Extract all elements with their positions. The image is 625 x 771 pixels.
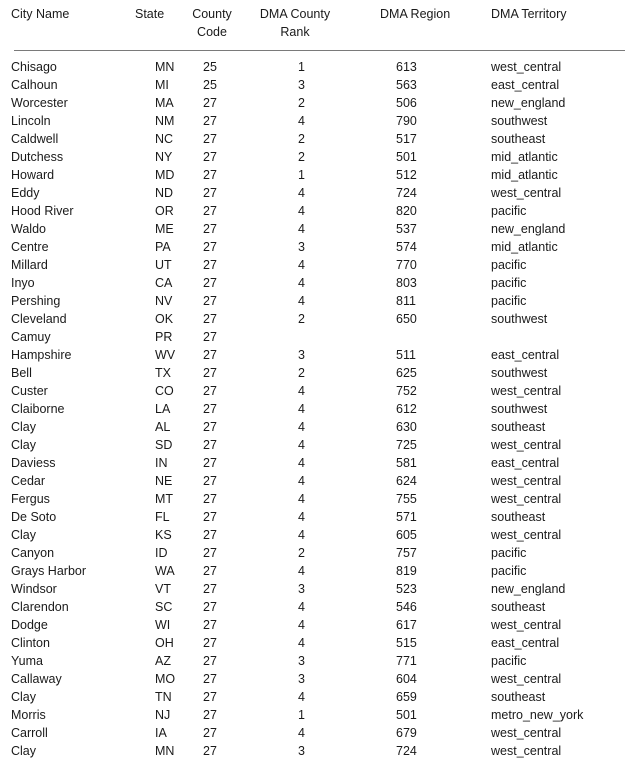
cell-city-name: Cedar xyxy=(11,474,46,488)
cell-dma-territory: southeast xyxy=(491,132,546,146)
cell-county-code: 27 xyxy=(203,708,217,722)
cell-county-code: 27 xyxy=(203,96,217,110)
cell-city-name: Calhoun xyxy=(11,78,58,92)
header-line: City Name xyxy=(11,7,70,21)
table-row[interactable] xyxy=(0,670,625,688)
cell-dma-region: 501 xyxy=(396,708,417,722)
cell-county-code: 27 xyxy=(203,510,217,524)
cell-dma-county-rank: 4 xyxy=(298,690,305,704)
cell-dma-territory: west_central xyxy=(491,492,562,506)
cell-dma-territory: west_central xyxy=(491,744,562,758)
cell-state: AL xyxy=(155,420,171,434)
cell-dma-region: 501 xyxy=(396,150,417,164)
cell-dma-territory: southwest xyxy=(491,366,548,380)
cell-dma-territory: pacific xyxy=(491,546,527,560)
cell-dma-county-rank: 4 xyxy=(298,402,305,416)
table-row[interactable] xyxy=(0,148,625,166)
cell-county-code: 27 xyxy=(203,726,217,740)
table-row[interactable] xyxy=(0,580,625,598)
cell-dma-region: 604 xyxy=(396,672,417,686)
table-row[interactable] xyxy=(0,526,625,544)
cell-city-name: Howard xyxy=(11,168,55,182)
cell-city-name: Camuy xyxy=(11,330,51,344)
cell-dma-territory: southeast xyxy=(491,510,546,524)
cell-dma-region: 770 xyxy=(396,258,417,272)
cell-county-code: 27 xyxy=(203,240,217,254)
table-row[interactable] xyxy=(0,346,625,364)
cell-state: CO xyxy=(155,384,174,398)
cell-dma-territory: mid_atlantic xyxy=(491,240,558,254)
cell-city-name: Yuma xyxy=(11,654,43,668)
table-row[interactable] xyxy=(0,76,625,94)
cell-dma-region: 820 xyxy=(396,204,417,218)
column-header-dma-territory[interactable] xyxy=(491,5,566,23)
cell-state: WA xyxy=(155,564,175,578)
cell-dma-county-rank: 3 xyxy=(298,744,305,758)
cell-state: TN xyxy=(155,690,172,704)
header-line: State xyxy=(135,7,165,21)
cell-city-name: Callaway xyxy=(11,672,62,686)
cell-dma-county-rank: 2 xyxy=(298,546,305,560)
cell-dma-region: 625 xyxy=(396,366,417,380)
cell-dma-region: 811 xyxy=(396,294,416,308)
cell-dma-territory: mid_atlantic xyxy=(491,168,558,182)
cell-dma-territory: new_england xyxy=(491,582,566,596)
cell-county-code: 27 xyxy=(203,384,217,398)
cell-dma-region: 624 xyxy=(396,474,417,488)
cell-dma-territory: west_central xyxy=(491,672,562,686)
cell-county-code: 27 xyxy=(203,744,217,758)
cell-dma-county-rank: 4 xyxy=(298,618,305,632)
cell-state: NJ xyxy=(155,708,171,722)
table-row[interactable] xyxy=(0,706,625,724)
cell-dma-territory: pacific xyxy=(491,276,527,290)
cell-city-name: Morris xyxy=(11,708,46,722)
cell-county-code: 27 xyxy=(203,456,217,470)
table-row[interactable] xyxy=(0,94,625,112)
cell-dma-region: 650 xyxy=(396,312,417,326)
cell-dma-county-rank: 4 xyxy=(298,186,305,200)
cell-dma-region: 771 xyxy=(396,654,417,668)
table-row[interactable] xyxy=(0,310,625,328)
cell-dma-county-rank: 4 xyxy=(298,222,305,236)
cell-county-code: 27 xyxy=(203,654,217,668)
cell-dma-territory: west_central xyxy=(491,528,562,542)
cell-state: SD xyxy=(155,438,173,452)
cell-dma-county-rank: 4 xyxy=(298,204,305,218)
cell-dma-region: 571 xyxy=(396,510,417,524)
cell-city-name: Daviess xyxy=(11,456,56,470)
cell-dma-territory: east_central xyxy=(491,456,560,470)
cell-dma-region: 752 xyxy=(396,384,417,398)
cell-dma-county-rank: 4 xyxy=(298,456,305,470)
cell-state: CA xyxy=(155,276,173,290)
cell-county-code: 27 xyxy=(203,672,217,686)
cell-county-code: 27 xyxy=(203,582,217,596)
cell-state: OK xyxy=(155,312,174,326)
cell-dma-region: 581 xyxy=(396,456,417,470)
cell-dma-territory: southeast xyxy=(491,690,546,704)
cell-county-code: 27 xyxy=(203,438,217,452)
column-header-county-code[interactable] xyxy=(192,5,232,41)
cell-state: AZ xyxy=(155,654,171,668)
cell-dma-region: 517 xyxy=(396,132,417,146)
cell-state: NV xyxy=(155,294,173,308)
cell-dma-county-rank: 4 xyxy=(298,294,305,308)
cell-state: SC xyxy=(155,600,173,614)
cell-dma-county-rank: 1 xyxy=(298,60,305,74)
cell-dma-region: 757 xyxy=(396,546,417,560)
cell-state: OR xyxy=(155,204,174,218)
table-row[interactable] xyxy=(0,436,625,454)
cell-dma-county-rank: 3 xyxy=(298,240,305,254)
cell-dma-territory: east_central xyxy=(491,348,560,362)
cell-county-code: 27 xyxy=(203,330,217,344)
cell-county-code: 27 xyxy=(203,492,217,506)
table-row[interactable] xyxy=(0,220,625,238)
cell-city-name: Clay xyxy=(11,438,37,452)
cell-dma-region: 725 xyxy=(396,438,417,452)
cell-dma-region: 659 xyxy=(396,690,417,704)
column-header-dma-county-rank[interactable] xyxy=(258,5,332,41)
table-row[interactable] xyxy=(0,256,625,274)
cell-county-code: 27 xyxy=(203,222,217,236)
cell-city-name: Eddy xyxy=(11,186,40,200)
table-row[interactable] xyxy=(0,418,625,436)
cell-county-code: 27 xyxy=(203,348,217,362)
cell-county-code: 27 xyxy=(203,204,217,218)
cell-dma-territory: west_central xyxy=(491,474,562,488)
cell-dma-territory: west_central xyxy=(491,60,562,74)
cell-state: FL xyxy=(155,510,170,524)
cell-county-code: 27 xyxy=(203,132,217,146)
cell-city-name: Clay xyxy=(11,420,37,434)
header-line: Rank xyxy=(280,25,310,39)
cell-county-code: 27 xyxy=(203,528,217,542)
cell-dma-county-rank: 4 xyxy=(298,600,305,614)
cell-dma-territory: mid_atlantic xyxy=(491,150,558,164)
cell-state: MI xyxy=(155,78,169,92)
cell-dma-territory: pacific xyxy=(491,258,527,272)
table-row[interactable] xyxy=(0,598,625,616)
cell-county-code: 27 xyxy=(203,114,217,128)
cell-state: NE xyxy=(155,474,173,488)
table-row[interactable] xyxy=(0,454,625,472)
table-row[interactable] xyxy=(0,742,625,760)
cell-dma-territory: southwest xyxy=(491,114,548,128)
cell-city-name: Worcester xyxy=(11,96,68,110)
cell-dma-region: 803 xyxy=(396,276,417,290)
table-body xyxy=(0,58,625,760)
cell-dma-county-rank: 4 xyxy=(298,114,305,128)
cell-dma-county-rank: 4 xyxy=(298,420,305,434)
table-row[interactable] xyxy=(0,274,625,292)
cell-dma-region: 724 xyxy=(396,744,417,758)
table-row[interactable] xyxy=(0,184,625,202)
cell-city-name: Dodge xyxy=(11,618,48,632)
cell-state: NC xyxy=(155,132,174,146)
cell-dma-county-rank: 4 xyxy=(298,438,305,452)
cell-state: MT xyxy=(155,492,174,506)
table-row[interactable] xyxy=(0,400,625,418)
cell-state: ID xyxy=(155,546,168,560)
header-line: DMA Territory xyxy=(491,7,567,21)
cell-dma-region: 617 xyxy=(396,618,417,632)
cell-state: MN xyxy=(155,744,175,758)
cell-county-code: 27 xyxy=(203,600,217,614)
cell-dma-county-rank: 4 xyxy=(298,384,305,398)
cell-city-name: Lincoln xyxy=(11,114,51,128)
header-line: DMA Region xyxy=(380,7,451,21)
cell-dma-region: 755 xyxy=(396,492,417,506)
table-row[interactable] xyxy=(0,724,625,742)
header-line: Code xyxy=(197,25,227,39)
cell-dma-county-rank: 3 xyxy=(298,348,305,362)
cell-state: MN xyxy=(155,60,175,74)
cell-city-name: Clay xyxy=(11,690,37,704)
cell-state: IA xyxy=(155,726,167,740)
cell-city-name: Clinton xyxy=(11,636,50,650)
cell-county-code: 27 xyxy=(203,402,217,416)
cell-county-code: 27 xyxy=(203,186,217,200)
table-header xyxy=(0,0,625,52)
column-header-dma-region[interactable] xyxy=(380,5,450,23)
cell-dma-county-rank: 1 xyxy=(298,708,305,722)
cell-dma-region: 605 xyxy=(396,528,417,542)
cell-city-name: Bell xyxy=(11,366,32,380)
cell-dma-county-rank: 4 xyxy=(298,564,305,578)
cell-dma-territory: southeast xyxy=(491,420,546,434)
cell-state: IN xyxy=(155,456,168,470)
cell-county-code: 27 xyxy=(203,168,217,182)
cell-dma-territory: pacific xyxy=(491,564,527,578)
cell-dma-territory: pacific xyxy=(491,294,527,308)
cell-county-code: 27 xyxy=(203,564,217,578)
cell-city-name: Dutchess xyxy=(11,150,64,164)
cell-county-code: 27 xyxy=(203,276,217,290)
table-row[interactable] xyxy=(0,58,625,76)
cell-dma-region: 515 xyxy=(396,636,417,650)
cell-dma-region: 724 xyxy=(396,186,417,200)
cell-dma-county-rank: 2 xyxy=(298,312,305,326)
cell-state: MO xyxy=(155,672,176,686)
cell-city-name: Inyo xyxy=(11,276,35,290)
cell-dma-region: 511 xyxy=(396,348,416,362)
cell-county-code: 27 xyxy=(203,150,217,164)
cell-dma-county-rank: 4 xyxy=(298,276,305,290)
cell-dma-region: 819 xyxy=(396,564,417,578)
cell-dma-region: 612 xyxy=(396,402,417,416)
cell-city-name: Centre xyxy=(11,240,49,254)
cell-dma-territory: west_central xyxy=(491,726,562,740)
cell-dma-county-rank: 4 xyxy=(298,636,305,650)
cell-dma-territory: pacific xyxy=(491,654,527,668)
cell-dma-county-rank: 3 xyxy=(298,582,305,596)
cell-state: WI xyxy=(155,618,171,632)
table-row[interactable] xyxy=(0,238,625,256)
cell-dma-region: 523 xyxy=(396,582,417,596)
cell-city-name: Canyon xyxy=(11,546,55,560)
cell-county-code: 27 xyxy=(203,258,217,272)
cell-county-code: 27 xyxy=(203,546,217,560)
table-row[interactable] xyxy=(0,472,625,490)
cell-dma-territory: metro_new_york xyxy=(491,708,584,722)
cell-county-code: 27 xyxy=(203,312,217,326)
cell-state: WV xyxy=(155,348,176,362)
table-row[interactable] xyxy=(0,490,625,508)
cell-city-name: Clarendon xyxy=(11,600,69,614)
cell-state: TX xyxy=(155,366,171,380)
cell-dma-territory: southwest xyxy=(491,402,548,416)
cell-state: VT xyxy=(155,582,171,596)
table-row[interactable] xyxy=(0,616,625,634)
cell-state: KS xyxy=(155,528,172,542)
cell-dma-region: 506 xyxy=(396,96,417,110)
cell-city-name: Windsor xyxy=(11,582,57,596)
cell-dma-county-rank: 2 xyxy=(298,96,305,110)
table-row[interactable] xyxy=(0,202,625,220)
cell-county-code: 27 xyxy=(203,474,217,488)
cell-county-code: 27 xyxy=(203,636,217,650)
cell-dma-region: 512 xyxy=(396,168,417,182)
cell-dma-county-rank: 4 xyxy=(298,726,305,740)
cell-dma-county-rank: 4 xyxy=(298,474,305,488)
table-row[interactable] xyxy=(0,562,625,580)
cell-state: ND xyxy=(155,186,174,200)
cell-county-code: 25 xyxy=(203,60,217,74)
cell-state: OH xyxy=(155,636,174,650)
cell-dma-territory: west_central xyxy=(491,186,562,200)
table-row[interactable] xyxy=(0,130,625,148)
cell-dma-county-rank: 4 xyxy=(298,510,305,524)
cell-dma-region: 630 xyxy=(396,420,417,434)
cell-state: NM xyxy=(155,114,175,128)
cell-city-name: Fergus xyxy=(11,492,50,506)
cell-city-name: Clay xyxy=(11,744,37,758)
table-row[interactable] xyxy=(0,166,625,184)
column-header-city-name[interactable] xyxy=(11,5,69,23)
table-row[interactable] xyxy=(0,634,625,652)
cell-dma-territory: west_central xyxy=(491,438,562,452)
cell-state: NY xyxy=(155,150,173,164)
table-row[interactable] xyxy=(0,328,625,346)
cell-dma-county-rank: 4 xyxy=(298,258,305,272)
table-row[interactable] xyxy=(0,544,625,562)
cell-state: MD xyxy=(155,168,175,182)
cell-county-code: 25 xyxy=(203,78,217,92)
header-line: County xyxy=(192,7,232,21)
cell-city-name: Chisago xyxy=(11,60,57,74)
cell-dma-region: 679 xyxy=(396,726,417,740)
cell-dma-territory: pacific xyxy=(491,204,527,218)
cell-dma-territory: new_england xyxy=(491,222,566,236)
column-header-state[interactable] xyxy=(135,5,164,23)
cell-city-name: De Soto xyxy=(11,510,57,524)
cell-dma-county-rank: 2 xyxy=(298,132,305,146)
cell-dma-county-rank: 3 xyxy=(298,654,305,668)
table-row[interactable] xyxy=(0,292,625,310)
cell-state: PR xyxy=(155,330,173,344)
cell-city-name: Clay xyxy=(11,528,37,542)
table-row[interactable] xyxy=(0,688,625,706)
cell-state: ME xyxy=(155,222,174,236)
cell-state: PA xyxy=(155,240,171,254)
cell-dma-county-rank: 1 xyxy=(298,168,305,182)
table-row[interactable] xyxy=(0,508,625,526)
cell-dma-region: 574 xyxy=(396,240,417,254)
cell-dma-county-rank: 3 xyxy=(298,78,305,92)
table-row[interactable] xyxy=(0,364,625,382)
cell-city-name: Custer xyxy=(11,384,48,398)
cell-dma-county-rank: 2 xyxy=(298,150,305,164)
cell-dma-county-rank: 4 xyxy=(298,492,305,506)
table-row[interactable] xyxy=(0,652,625,670)
cell-city-name: Caldwell xyxy=(11,132,59,146)
cell-city-name: Waldo xyxy=(11,222,46,236)
cell-dma-county-rank: 4 xyxy=(298,528,305,542)
cell-city-name: Pershing xyxy=(11,294,61,308)
cell-county-code: 27 xyxy=(203,366,217,380)
cell-city-name: Hood River xyxy=(11,204,74,218)
cell-dma-county-rank: 3 xyxy=(298,672,305,686)
cell-dma-territory: east_central xyxy=(491,78,560,92)
table-row[interactable] xyxy=(0,382,625,400)
cell-city-name: Grays Harbor xyxy=(11,564,87,578)
cell-dma-region: 563 xyxy=(396,78,417,92)
cell-state: MA xyxy=(155,96,174,110)
cell-state: UT xyxy=(155,258,172,272)
cell-state: LA xyxy=(155,402,171,416)
header-divider xyxy=(14,50,625,51)
cell-dma-region: 790 xyxy=(396,114,417,128)
table-row[interactable] xyxy=(0,112,625,130)
cell-city-name: Hampshire xyxy=(11,348,72,362)
cell-county-code: 27 xyxy=(203,294,217,308)
cell-dma-territory: new_england xyxy=(491,96,566,110)
cell-county-code: 27 xyxy=(203,618,217,632)
cell-dma-territory: southwest xyxy=(491,312,548,326)
cell-dma-region: 613 xyxy=(396,60,417,74)
cell-city-name: Carroll xyxy=(11,726,48,740)
cell-city-name: Millard xyxy=(11,258,48,272)
cell-county-code: 27 xyxy=(203,420,217,434)
cell-dma-region: 546 xyxy=(396,600,417,614)
cell-dma-county-rank: 2 xyxy=(298,366,305,380)
cell-city-name: Cleveland xyxy=(11,312,67,326)
cell-dma-territory: west_central xyxy=(491,384,562,398)
cell-dma-territory: east_central xyxy=(491,636,560,650)
cell-county-code: 27 xyxy=(203,690,217,704)
cell-dma-territory: west_central xyxy=(491,618,562,632)
header-line: DMA County xyxy=(259,7,331,21)
cell-dma-territory: southeast xyxy=(491,600,546,614)
cell-dma-region: 537 xyxy=(396,222,417,236)
cell-city-name: Claiborne xyxy=(11,402,65,416)
